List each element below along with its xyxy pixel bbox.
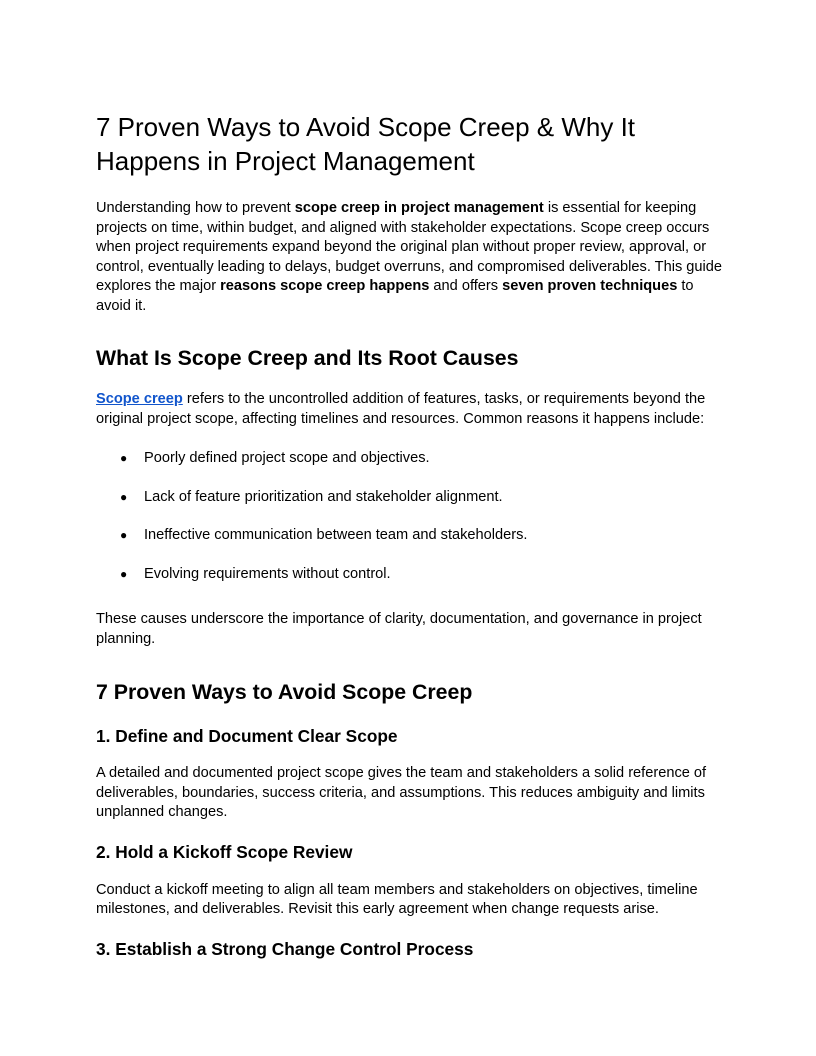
list-item: [96, 449, 726, 469]
scope-creep-definition: [96, 390, 726, 429]
intro-text-1: Understanding how to prevent: [96, 200, 295, 216]
section-heading-proven-ways: 7 Proven Ways to Avoid Scope Creep: [96, 680, 473, 704]
bullet-icon: ●: [120, 489, 128, 504]
list-item-text: Ineffective communication between team and stakeholders.: [144, 527, 528, 543]
definition-text: refers to the uncontrolled addition of features, tasks, or requirements beyond the original project scope, affecting timelines and resources. Common reasons it happens include:: [96, 391, 706, 427]
list-item: [96, 488, 726, 508]
page-title: 7 Proven Ways to Avoid Scope Creep & Why It Happens in Project Management: [96, 112, 636, 176]
intro-text-4: to avoid it.: [96, 278, 694, 314]
intro-text-3: and offers: [429, 278, 503, 294]
document-page: [96, 110, 726, 961]
subheading-change-control: 3. Establish a Strong Change Control Process: [96, 938, 474, 959]
scope-creep-link[interactable]: Scope creep: [96, 391, 183, 407]
bullet-icon: ●: [120, 566, 128, 581]
list-item-text: Evolving requirements without control.: [144, 565, 391, 582]
list-item-text: Poorly defined project scope and objectives.: [144, 450, 430, 466]
intro-bold-1: scope creep in project management: [294, 200, 544, 216]
list-item-text: Lack of feature prioritization and stakeholder alignment.: [144, 488, 503, 505]
paragraph-kickoff-review: Conduct a kickoff meeting to align all team members and stakeholders on objectives, timeline milestones, and deliverables. Revisit this early agreement when change requests arise.: [96, 881, 698, 917]
intro-bold-2: reasons scope creep happens: [220, 278, 430, 294]
section-heading-root-causes: What Is Scope Creep and Its Root Causes: [96, 346, 519, 370]
intro-paragraph: [96, 199, 726, 316]
bullet-icon: ●: [120, 451, 128, 465]
intro-text-2: is essential for keeping projects on time, within budget, and aligned with stakeholder expectations. Scope creep occurs when project requirements expand beyond the original plan without proper review, approval, or control, eventually leading to delays, budget overruns, and compromised deliverables. This guide explores the major: [96, 200, 723, 294]
bullet-icon: ●: [120, 528, 128, 542]
subheading-define-scope: 1. Define and Document Clear Scope: [96, 726, 398, 746]
list-item: [96, 526, 726, 546]
list-item: [96, 565, 726, 585]
causes-closing-paragraph: These causes underscore the importance of clarity, documentation, and governance in project planning.: [96, 611, 702, 647]
paragraph-define-scope: A detailed and documented project scope gives the team and stakeholders a solid reference of deliverables, boundaries, success criteria, and assumptions. This reduces ambiguity and limits unplanned changes.: [96, 765, 707, 820]
subheading-kickoff-review: 2. Hold a Kickoff Scope Review: [96, 841, 353, 862]
root-causes-list: [96, 449, 726, 584]
intro-bold-3: seven proven techniques: [502, 278, 678, 294]
